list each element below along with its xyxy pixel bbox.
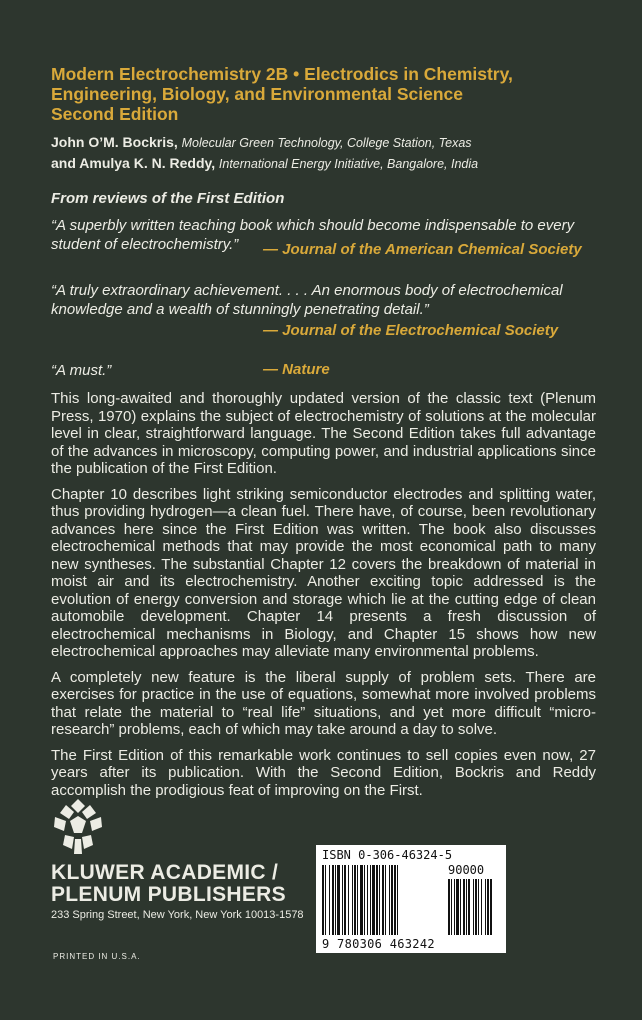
- barcode-block: [316, 845, 506, 953]
- author-2-affiliation: International Energy Initiative, Bangalore, India: [218, 157, 479, 171]
- price-bar: [473, 879, 474, 935]
- isbn-bar: [364, 865, 365, 935]
- isbn-bar: [389, 865, 390, 935]
- review-source-1: — Journal of the American Chemical Society: [263, 241, 582, 258]
- isbn-bar: [376, 865, 378, 935]
- description-paragraph-4: The First Edition of this remarkable work continues to sell copies even now, 27 years after its publication. With the Second Edition, Bockris and Reddy accomplish the prodigious feat of improving on the First.: [51, 746, 596, 799]
- isbn-bar: [335, 865, 336, 935]
- review-quote-3: “A must.”: [51, 362, 112, 379]
- description-paragraph-2: Chapter 10 describes light striking semiconductor electrodes and splitting water, thus providing hydrogen—a clean fuel. There have, of course, been revolutionary advances here since the First Edition was written. The book also discusses electrochemical methods that may provide the most economical path to many new syntheses. The substantial Chapter 12 covers the breakdown of material in moist air and its electrochemistry. Another exciting topic addressed is the evolution of energy conversion and storage which lie at the cutting edge of clean automobile development. Chapter 14 presents a fresh discussion of electrochemical mechanisms in Biology, and Chapter 15 shows how new electrochemical approaches may alleviate many environmental problems.: [51, 485, 596, 660]
- isbn-bar: [322, 865, 324, 935]
- price-bar: [451, 879, 452, 935]
- isbn-bar: [372, 865, 375, 935]
- book-title: [51, 64, 611, 124]
- isbn-bar: [391, 865, 393, 935]
- price-bar: [466, 879, 467, 935]
- description-paragraph-3: A completely new feature is the liberal supply of problem sets. There are exercises for practice in the use of equations, somewhat more involved problems that relate the material to “real life” situations, and yet more difficult “micro-research” problems, each of which may take around a day to solve.: [51, 668, 596, 738]
- author-1: [51, 132, 478, 153]
- author-2-name: and Amulya K. N. Reddy,: [51, 155, 216, 171]
- title-line-1: Modern Electrochemistry 2B • Electrodics in Chemistry,: [51, 64, 513, 84]
- isbn-bar: [367, 865, 368, 935]
- price-bar: [481, 879, 482, 935]
- isbn-bar: [360, 865, 363, 935]
- isbn-bar: [382, 865, 384, 935]
- isbn-bar: [348, 865, 349, 935]
- price-bar: [463, 879, 465, 935]
- review-quote-2: “A truly extraordinary achievement. . . . An enormous body of electrochemical knowledge and a wealth of stunningly penetrating detail.”: [51, 282, 563, 318]
- price-bar: [490, 879, 492, 935]
- isbn-bar: [342, 865, 343, 935]
- authors: [51, 132, 478, 174]
- price-bar: [448, 879, 450, 935]
- publisher-name: [51, 862, 286, 906]
- review-source-3: — Nature: [263, 361, 330, 378]
- price-bar: [468, 879, 470, 935]
- price-bar: [478, 879, 479, 935]
- isbn-bar: [352, 865, 353, 935]
- title-line-2: Engineering, Biology, and Environmental Science: [51, 84, 463, 104]
- isbn-bar: [332, 865, 334, 935]
- review-source-2: — Journal of the Electrochemical Society: [263, 322, 559, 339]
- isbn-bar: [385, 865, 386, 935]
- isbn-bar: [354, 865, 356, 935]
- price-bar: [485, 879, 486, 935]
- isbn-bar: [337, 865, 340, 935]
- description-paragraph-1: This long-awaited and thoroughly updated version of the classic text (Plenum Press, 1970) explains the subject of electrochemistry of solutions at the molecular level in clear, straightforward language. The Second Edition takes full advantage of the advances in microscopy, computing power, and industrial applications since the publication of the First Edition.: [51, 390, 596, 477]
- author-1-name: John O’M. Bockris,: [51, 134, 178, 150]
- price-bar: [460, 879, 461, 935]
- isbn-bar: [370, 865, 371, 935]
- author-1-affiliation: Molecular Green Technology, College Station, Texas: [181, 136, 472, 150]
- isbn-bar: [397, 865, 398, 935]
- publisher-line-2: PLENUM PUBLISHERS: [51, 883, 286, 906]
- isbn-bar: [325, 865, 326, 935]
- publisher-address: 233 Spring Street, New York, New York 10013-1578: [51, 909, 304, 921]
- review-quote-1: “A superbly written teaching book which should become indispensable to every student of electrochemistry.”: [51, 217, 575, 253]
- author-2: [51, 153, 478, 174]
- isbn-text: ISBN 0-306-46324-5: [322, 848, 453, 862]
- isbn-bar: [379, 865, 380, 935]
- reviews-heading: From reviews of the First Edition: [51, 190, 285, 207]
- isbn-bar: [394, 865, 396, 935]
- description: [51, 390, 596, 807]
- printed-in-usa: PRINTED IN U.S.A.: [53, 952, 141, 961]
- isbn-bar: [344, 865, 346, 935]
- price-bar: [454, 879, 455, 935]
- title-edition: Second Edition: [51, 104, 179, 124]
- price-bar: [475, 879, 477, 935]
- publisher-line-1: KLUWER ACADEMIC /: [51, 861, 279, 884]
- isbn-bar: [329, 865, 330, 935]
- price-bar: [487, 879, 489, 935]
- isbn-bar: [357, 865, 358, 935]
- publisher-logo-icon: [52, 797, 104, 855]
- ean-number: 9 780306 463242: [322, 937, 435, 951]
- price-bar: [456, 879, 459, 935]
- price-code: 90000: [448, 863, 485, 877]
